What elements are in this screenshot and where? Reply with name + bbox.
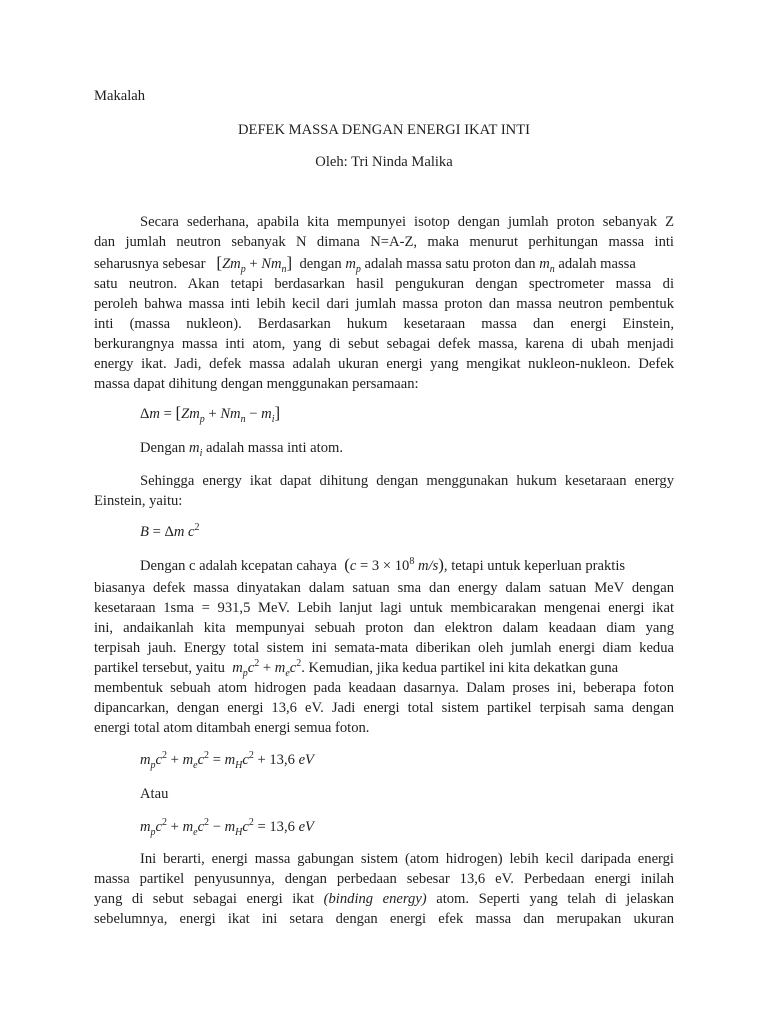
p3-line-4: ini, andaikanlah kita mempunyai sebuah proton dan elektron dalam keadaan diam yang: [94, 620, 674, 636]
p3-line-2: biasanya defek massa dinyatakan dalam satuan sma dan energy dalam satuan MeV dengan: [94, 580, 674, 596]
equation-binding-energy: B = Δm $c^2$: [140, 522, 200, 540]
c-exponent: 8: [409, 556, 415, 568]
eq1-energy: 13,6: [269, 752, 295, 768]
c-value: 3 × 10: [371, 558, 410, 574]
p2-line-1: Sehingga energy ikat dapat dihitung dengan menggunakan hukum kesetaraan energy: [140, 473, 674, 489]
p1-line-3-a: seharusnya sebesar: [94, 256, 206, 272]
equation-hydrogen-2: $m_pc^2 + m_ec^2 - m_Hc^2 = 13,6$ eV: [140, 817, 314, 838]
p4-line-3-c: atom. Seperti yang telah di jelaskan: [436, 891, 674, 907]
p4-line-3-a: yang di sebut sebagai energi ikat: [94, 891, 315, 907]
eq1-unit: eV: [298, 752, 314, 768]
p1-line-3-b: dengan: [299, 256, 342, 272]
p4-line-3-b: (binding energy): [323, 891, 427, 907]
p4-line-3: [94, 889, 674, 909]
p1-line-5: peroleh bahwa massa inti lebih kecil dari jumlah massa proton dan massa neutron pembentuk: [94, 296, 674, 312]
p3-line-9: energi total atom ditambah energi semua foton.: [94, 720, 370, 736]
eq2-energy: 13,6: [269, 819, 295, 835]
p1-line-6: inti (massa nukleon). Berdasarkan hukum kesetaraan massa dan energi Einstein,: [94, 316, 674, 332]
mi-note-b: adalah massa inti atom.: [206, 440, 344, 456]
eq2-unit: eV: [298, 819, 314, 835]
p1-line-1: Secara sederhana, apabila kita mempunyei isotop dengan jumlah proton sebanyak Z: [140, 214, 674, 230]
author-line: Oleh: Tri Ninda Malika: [315, 154, 453, 170]
p1-line-2: dan jumlah neutron sebanyak N dimana N=A-Z, maka menurut perhitungan massa inti: [94, 234, 674, 250]
p2-line-2: Einstein, yaitu:: [94, 493, 183, 509]
header-label: Makalah: [94, 88, 146, 104]
p4-line-1: Ini berarti, energi massa gabungan sistem (atom hidrogen) lebih kecil daripada energi: [140, 851, 674, 867]
p3-line-7: membentuk sebuah atom hidrogen pada keadaan dasarnya. Dalam proses ini, beberapa foton: [94, 680, 674, 696]
p3-line-1-b: , tetapi untuk keperluan praktis: [443, 558, 626, 574]
p3-line-6: partikel tersebut, yaitu $m_pc^2 + m_ec^2$. Kemudian, jika kedua partikel ini kita dekatkan guna: [94, 658, 619, 679]
mi-note-a: Dengan: [140, 440, 186, 456]
p1-line-4: satu neutron. Akan tetapi berdasarkan hasil pengukuran dengan spectrometer massa di: [94, 276, 674, 292]
p1-line-3: seharusnya sebesar $[Zm_p + Nm_n]$ dengan $m_p$ adalah massa satu proton dan $m_n$ adalah massa: [94, 253, 636, 275]
p3-line-1: Dengan c adalah kcepatan cahaya ($c = 3 \times 10^8$ m/s), tetapi untuk keperluan praktis: [140, 555, 626, 574]
p1-line-7: berkurangnya massa inti atom, yang di sebut sebagai defek massa, karena di ubah menjadi: [94, 336, 674, 352]
p3-line-8: dipancarkan, dengan energi 13,6 eV. Jadi energi total sistem partikel terpisah sama dengan: [94, 700, 674, 716]
p1-line-3-c: adalah massa satu proton dan: [364, 256, 536, 272]
p3-line-3: kesetaraan 1sma = 931,5 MeV. Lebih lanjut lagi untuk membicarakan mengenai energi ikat: [94, 600, 674, 616]
p3-line-5: terpisah jauh. Energy total sistem ini semata-mata diberikan oleh jumlah energi diam kedua: [94, 640, 674, 656]
p4-line-2: massa partikel penyusunnya, dengan perbedaan sebesar 13,6 eV. Perbedaan energi inilah: [94, 871, 674, 887]
atau-label: Atau: [140, 786, 169, 802]
p1-line-8: energy ikat. Jadi, defek massa adalah ukuran energi yang mengikat nukleon-nukleon. Defek: [94, 356, 674, 372]
p3-line-6-a: partikel tersebut, yaitu: [94, 660, 225, 676]
p3-line-6-b: . Kemudian, jika kedua partikel ini kita dekatkan guna: [301, 660, 619, 676]
p4-line-4: sebelumnya, energi ikat ini setara dengan energi efek massa dan merupakan ukuran: [94, 911, 674, 927]
p3-line-1-a: Dengan c adalah kcepatan cahaya: [140, 558, 337, 574]
document-title: DEFEK MASSA DENGAN ENERGI IKAT INTI: [237, 122, 530, 138]
equation-mass-defect: $\Delta m = [Zm_p + Nm_n - m_i]$: [140, 403, 281, 425]
equation-hydrogen-1: $m_pc^2 + m_ec^2 = m_Hc^2 + 13,6$ eV: [140, 750, 314, 771]
mi-note: Dengan $m_i$ adalah massa inti atom.: [140, 440, 344, 459]
p1-line-9: massa dapat dihitung dengan menggunakan persamaan:: [94, 376, 419, 392]
p1-line-3-d: adalah massa: [558, 256, 636, 272]
